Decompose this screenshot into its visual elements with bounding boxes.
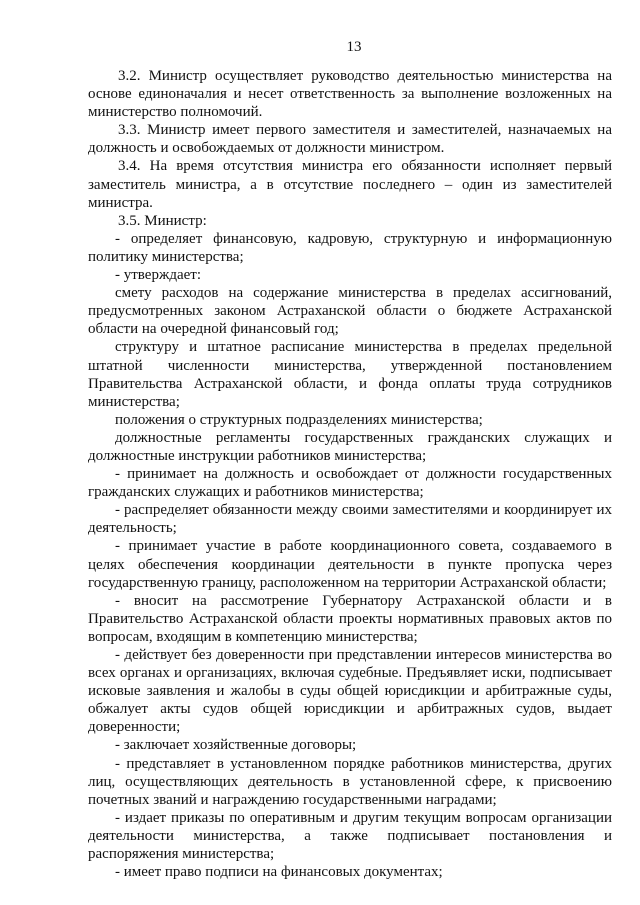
paragraph-3-3: 3.3. Министр имеет первого заместителя и заместителей, назначаемых на должность и освобождаемых от должности министром. — [88, 122, 612, 157]
list-item-approves: - утверждает: — [115, 267, 201, 284]
document-page — [88, 38, 612, 881]
paragraph-3-4: 3.4. На время отсутствия министра его обязанности исполняет первый заместитель министра, а в отсутствие последнего – один из заместителей министра. — [88, 158, 612, 211]
list-item-awards: - представляет в установленном порядке работников министерства, других лиц, осуществляющих деятельность в установленной сфере, к присвоению почетных званий и награждению государственными наградами; — [88, 755, 612, 808]
list-item-contracts: - заключает хозяйственные договоры; — [115, 737, 357, 754]
list-item-signature: - имеет право подписи на финансовых документах; — [115, 864, 443, 881]
sub-item-budget: смету расходов на содержание министерства в пределах ассигнований, предусмотренных законом Астраханской области о бюджете Астраханской области на очередной финансовый год; — [88, 285, 612, 338]
sub-item-job-rules: должностные регламенты государственных гражданских служащих и должностные инструкции работников министерства; — [88, 429, 612, 464]
paragraph-3-5: 3.5. Министр: — [118, 212, 207, 229]
sub-item-structure: структуру и штатное расписание министерства в пределах предельной штатной численности министерства, утвержденной постановлением Правительства Астраханской области, и фонда оплаты труда сотрудников министерства; — [88, 339, 612, 410]
list-item-duties: - распределяет обязанности между своими заместителями и координирует их деятельность; — [88, 502, 612, 537]
list-item-representation: - действует без доверенности при представлении интересов министерства во всех органах и организациях, включая судебные. Предъявляет иски, подписывает исковые заявления и жалобы в суды общей юрисдикции и арбитражные суды, обжалует акты судов общей юрисдикции и арбитражных судов, выдает доверенности; — [88, 647, 612, 736]
list-item-council: - принимает участие в работе координационного совета, создаваемого в целях обеспечения координации деятельности в пункте пропуска через государственную границу, расположенном на территории Астраханской области; — [88, 538, 612, 591]
list-item-hiring: - принимает на должность и освобождает от должности государственных гражданских служащих и работников министерства; — [88, 466, 612, 501]
paragraph-3-2: 3.2. Министр осуществляет руководство деятельностью министерства на основе единоначалия и несет ответственность за выполнение возложенных на министерство полномочий. — [88, 68, 612, 121]
list-item-policy: - определяет финансовую, кадровую, структурную и информационную политику министерства; — [88, 230, 612, 265]
page-number: 13 — [346, 39, 362, 55]
list-item-draft-acts: - вносит на рассмотрение Губернатору Астраханской области и в Правительство Астраханской области проекты нормативных правовых актов по вопросам, входящим в компетенцию министерства; — [88, 592, 612, 645]
list-item-orders: - издает приказы по оперативным и другим текущим вопросам организации деятельности министерства, а также подписывает постановления и распоряжения министерства; — [88, 809, 612, 863]
sub-item-regulations: положения о структурных подразделениях министерства; — [115, 411, 483, 428]
